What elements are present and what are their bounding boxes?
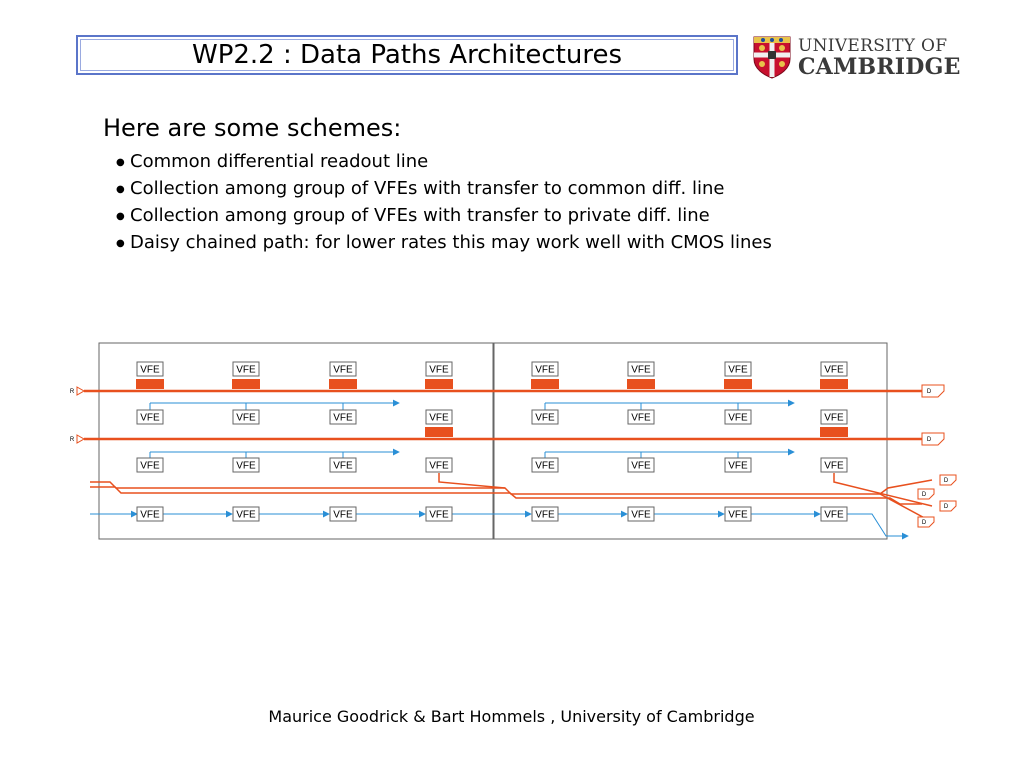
section-heading: Here are some schemes: [103, 114, 402, 142]
slide-footer: Maurice Goodrick & Bart Hommels , University of Cambridge [268, 707, 755, 726]
vfe-line-driver [627, 379, 655, 389]
vfe-label: VFE [728, 509, 748, 521]
vfe-label: VFE [333, 364, 353, 376]
vfe-label: VFE [140, 460, 160, 472]
university-logo [752, 35, 961, 80]
bullet-dot-icon: ● [116, 156, 125, 168]
vfe-label: VFE [535, 364, 555, 376]
output-port-label: D [926, 389, 932, 395]
vfe-label: VFE [535, 509, 555, 521]
vfe-line-driver [329, 379, 357, 389]
vfe-label: VFE [236, 412, 256, 424]
vfe-line-driver [820, 379, 848, 389]
vfe-label: VFE [236, 364, 256, 376]
vfe-label: VFE [535, 460, 555, 472]
bullet-dot-icon: ● [116, 183, 125, 195]
bullet-item [116, 202, 772, 229]
vfe-label: VFE [236, 460, 256, 472]
bullet-list [116, 148, 772, 256]
vfe-label: VFE [333, 509, 353, 521]
vfe-line-driver [136, 379, 164, 389]
slide-title: WP2.2 : Data Paths Architectures [191, 40, 622, 70]
logo-text-line1: UNIVERSITY OF [798, 36, 948, 56]
bullet-dot-icon: ● [116, 210, 125, 222]
private-diff-tap-b [834, 473, 932, 506]
vfe-line-driver [531, 379, 559, 389]
input-port-icon [77, 387, 84, 395]
vfe-label: VFE [631, 364, 651, 376]
bullet-text: Common differential readout line [130, 151, 429, 172]
title-box [76, 35, 738, 75]
vfe-label: VFE [824, 412, 844, 424]
output-port-label: D [943, 504, 949, 510]
vfe-label: VFE [631, 509, 651, 521]
cambridge-shield-icon [752, 35, 792, 79]
bullet-item [116, 229, 772, 256]
bullet-text: Collection among group of VFEs with transfer to private diff. line [130, 205, 710, 226]
vfe-label: VFE [333, 460, 353, 472]
data-paths-diagram [60, 336, 960, 548]
logo-text-line2: CAMBRIDGE [798, 54, 961, 80]
vfe-line-driver [425, 427, 453, 437]
bullet-text: Daisy chained path: for lower rates this may work well with CMOS lines [130, 232, 772, 253]
bullet-item [116, 175, 772, 202]
vfe-label: VFE [535, 412, 555, 424]
vfe-label: VFE [631, 412, 651, 424]
vfe-label: VFE [140, 364, 160, 376]
bullet-dot-icon: ● [116, 237, 125, 249]
vfe-label: VFE [140, 412, 160, 424]
vfe-label: VFE [429, 412, 449, 424]
output-port-label: D [921, 520, 927, 526]
vfe-label: VFE [728, 364, 748, 376]
vfe-label: VFE [429, 460, 449, 472]
vfe-label: VFE [824, 364, 844, 376]
private-diff-tap-a [439, 473, 505, 488]
daisy-chain-output [847, 514, 908, 536]
input-port-icon [77, 435, 84, 443]
vfe-line-driver [232, 379, 260, 389]
bullet-text: Collection among group of VFEs with transfer to common diff. line [130, 178, 725, 199]
vfe-line-driver [425, 379, 453, 389]
vfe-label: VFE [429, 364, 449, 376]
vfe-line-driver [724, 379, 752, 389]
output-port-label: D [921, 492, 927, 498]
output-port-label: D [926, 437, 932, 443]
output-port-label: D [943, 478, 949, 484]
vfe-label: VFE [728, 412, 748, 424]
vfe-label: VFE [824, 460, 844, 472]
vfe-line-driver [820, 427, 848, 437]
vfe-label: VFE [333, 412, 353, 424]
private-diff-line-a [90, 480, 932, 494]
vfe-label: VFE [728, 460, 748, 472]
vfe-label: VFE [824, 509, 844, 521]
bullet-item [116, 148, 772, 175]
vfe-label: VFE [631, 460, 651, 472]
vfe-label: VFE [140, 509, 160, 521]
input-port-label: R [69, 437, 75, 443]
vfe-label: VFE [236, 509, 256, 521]
output-port-icon [922, 385, 944, 397]
output-port-icon [922, 433, 944, 445]
input-port-label: R [69, 389, 75, 395]
vfe-label: VFE [429, 509, 449, 521]
